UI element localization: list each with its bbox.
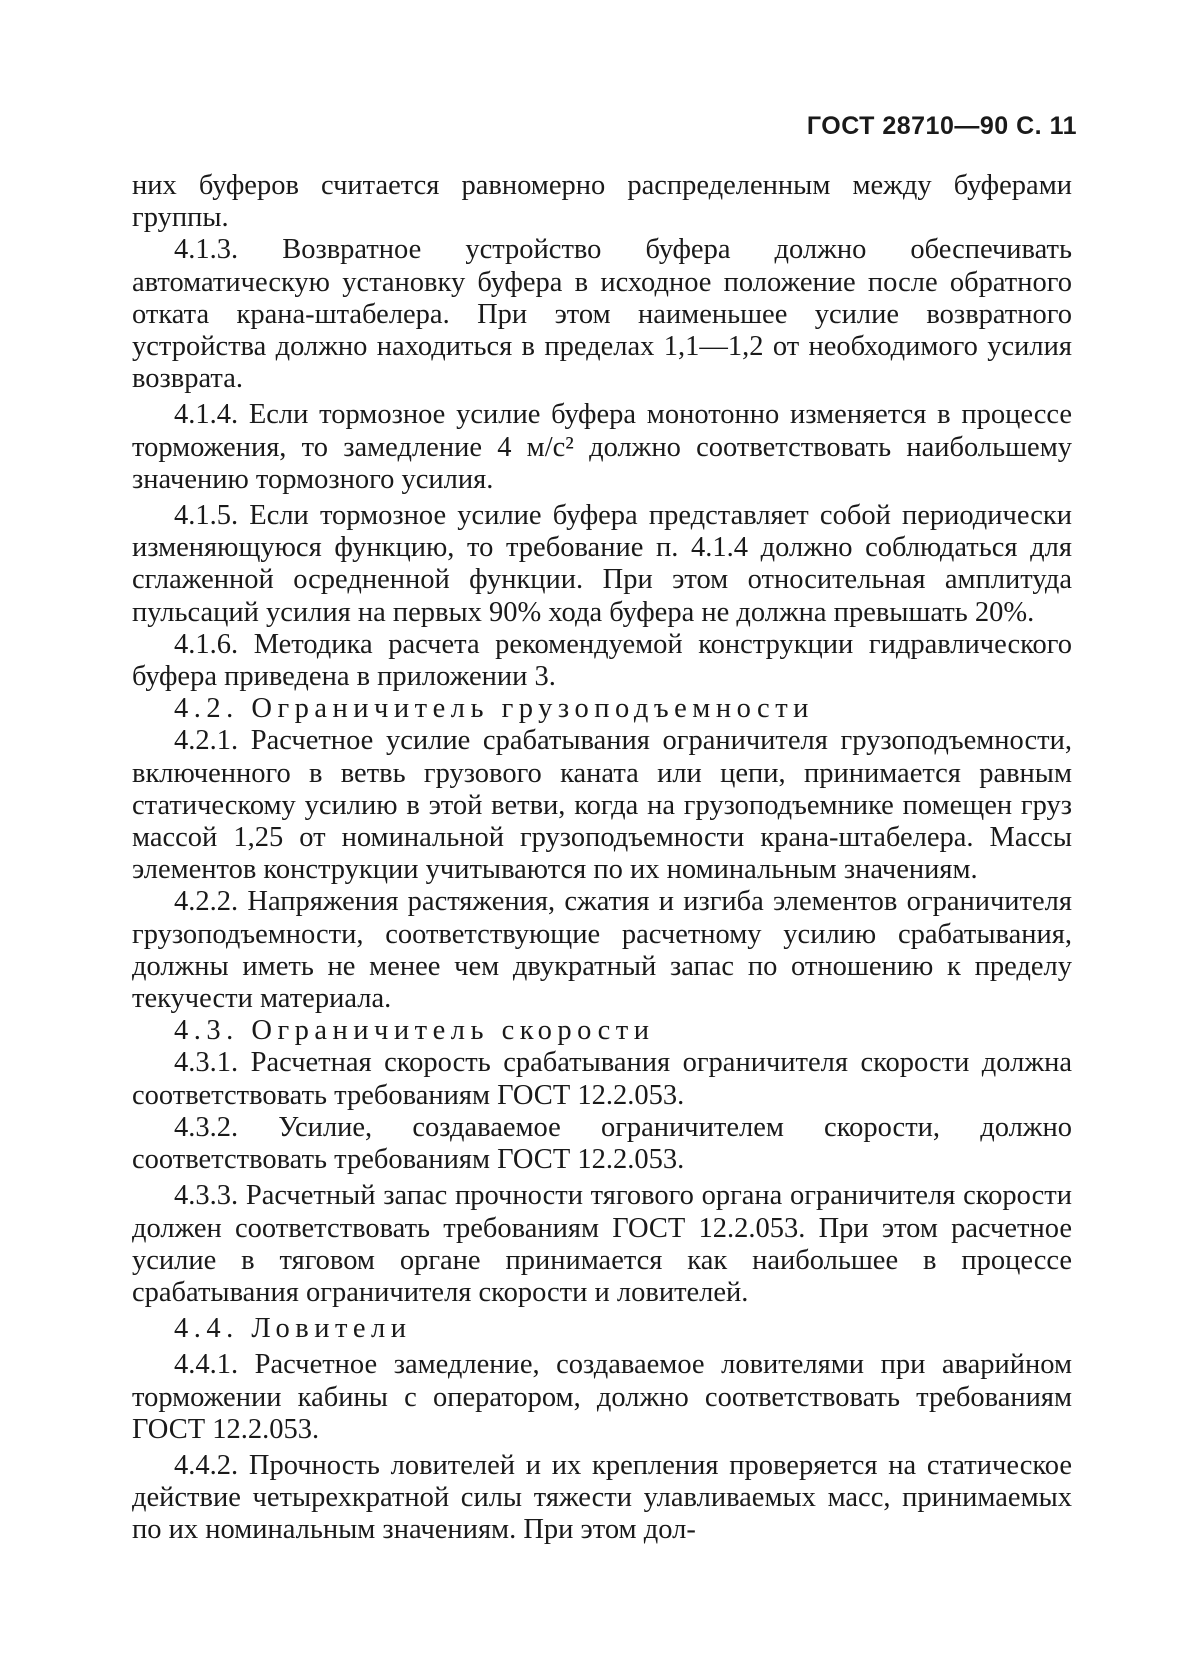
paragraph-4-2-1: 4.2.1. Расчетное усилие срабатывания ограничителя грузоподъемности, включенного в ветвь грузового каната или цепи, принимается равным статическому усилию в этой ветви, когда на грузоподъемнике помещен груз массой 1,25 от номинальной грузоподъемности крана-штабелера. Массы элементов конструкции учитываются по их номинальным значениям.: [132, 725, 1072, 886]
section-heading-4-2: 4.2. Ограничитель грузоподъемности: [174, 693, 814, 725]
doc-number: ГОСТ 28710—90: [806, 112, 1009, 140]
paragraph-4-1-4: 4.1.4. Если тормозное усилие буфера монотонно изменяется в процессе торможения, то замедление 4 м/с² должно соответствовать наибольшему значению тормозного усилия.: [132, 399, 1072, 495]
paragraph-4-3-2: 4.3.2. Усилие, создаваемое ограничителем скорости, должно соответствовать требованиям ГОСТ 12.2.053.: [132, 1111, 1072, 1176]
page-number: С. 11: [1016, 112, 1077, 140]
paragraph-4-4-1: 4.4.1. Расчетное замедление, создаваемое ловителями при аварийном торможении кабины с оператором, должно соответствовать требованиям ГОСТ 12.2.053.: [132, 1349, 1072, 1445]
paragraph-4-1-3: 4.1.3. Возвратное устройство буфера должно обеспечивать автоматическую установку буфера в исходное положение после обратного отката крана-штабелера. При этом наименьшее усилие возвратного устройства должно находиться в пределах 1,1—1,2 от необходимого усилия возврата.: [132, 234, 1072, 395]
paragraph-continuation: них буферов считается равномерно распределенным между буферами группы.: [132, 170, 1072, 234]
paragraph-4-2-2: 4.2.2. Напряжения растяжения, сжатия и изгиба элементов ограничителя грузоподъемности, соответствующие расчетному усилию срабатывания, должны иметь не менее чем двукратный запас по отношению к пределу текучести материала.: [132, 886, 1072, 1015]
paragraph-4-3-3: 4.3.3. Расчетный запас прочности тягового органа ограничителя скорости должен соответствовать требованиям ГОСТ 12.2.053. При этом расчетное усилие в тяговом органе принимается как наибольшее в процессе срабатывания ограничителя скорости и ловителей.: [132, 1180, 1072, 1308]
paragraph-4-3-1: 4.3.1. Расчетная скорость срабатывания ограничителя скорости должна соответствовать требованиям ГОСТ 12.2.053.: [132, 1047, 1072, 1111]
section-heading-4-4: 4.4. Ловители: [174, 1313, 412, 1345]
paragraph-4-4-2: 4.4.2. Прочность ловителей и их крепления проверяется на статическое действие четырехкратной силы тяжести улавливаемых масс, принимаемых по их номинальным значениям. При этом дол-: [132, 1449, 1072, 1546]
paragraph-4-1-6: 4.1.6. Методика расчета рекомендуемой конструкции гидравлического буфера приведена в приложении 3.: [132, 628, 1072, 693]
page-header: [807, 112, 1077, 141]
paragraph-4-1-5: 4.1.5. Если тормозное усилие буфера представляет собой периодически изменяющуюся функцию, то требование п. 4.1.4 должно соблюдаться для сглаженной осредненной функции. При этом относительная амплитуда пульсаций усилия на первых 90% хода буфера не должна превышать 20%.: [132, 500, 1072, 628]
section-heading-4-3: 4.3. Ограничитель скорости: [174, 1015, 655, 1047]
document-body: [132, 170, 1072, 1547]
